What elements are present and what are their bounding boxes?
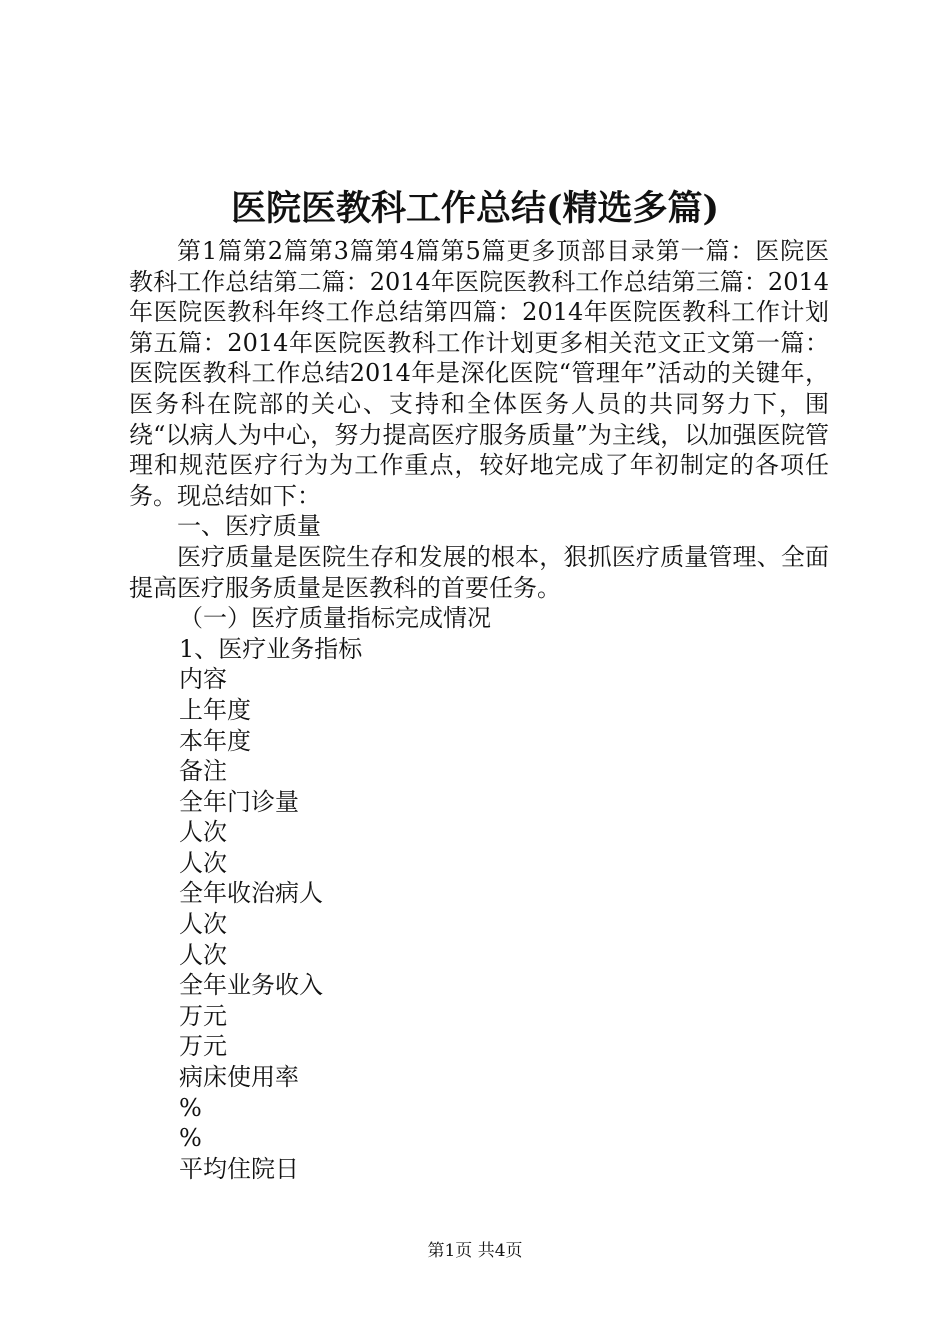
table-line: 人次: [179, 940, 227, 969]
table-line: 内容: [179, 665, 227, 694]
table-line: 人次: [179, 818, 227, 847]
table-line: %: [179, 1093, 202, 1122]
table-line: 人次: [179, 848, 227, 877]
intro-paragraph: 第1篇第2篇第3篇第4篇第5篇更多顶部目录第一篇：医院医教科工作总结第二篇：2014年医院医教科工作总结第三篇：2014年医院医教科年终工作总结第四篇：2014年医院医教科工作计划第五篇：2014年医院医教科工作计划更多相关范文正文第一篇：医院医教科工作总结2014年是深化医院“管理年”活动的关键年，医务科在院部的关心、支持和全体医务人员的共同努力下，围绕“以病人为中心，努力提高医疗服务质量”为主线，以加强医院管理和规范医疗行为为工作重点，较好地完成了年初制定的各项任务。现总结如下：: [129, 237, 829, 510]
subsection-heading-indicators: （一）医疗质量指标完成情况: [179, 604, 491, 633]
table-line: 备注: [179, 757, 227, 786]
table-line: 平均住院日: [179, 1154, 299, 1183]
section-paragraph-medical-quality: 医疗质量是医院生存和发展的根本，狠抓医疗质量管理、全面提高医疗服务质量是医教科的首要任务。: [129, 542, 829, 602]
table-line: 全年收治病人: [179, 879, 323, 908]
table-line: 全年业务收入: [179, 971, 323, 1000]
table-line: 万元: [179, 1032, 227, 1061]
table-line: 万元: [179, 1001, 227, 1030]
page-footer: 第1页 共4页: [427, 1241, 523, 1261]
item-heading-business-indicators: 1、医疗业务指标: [179, 634, 363, 663]
document-body: [129, 236, 829, 1184]
table-line: 病床使用率: [179, 1063, 299, 1092]
table-line: %: [179, 1124, 202, 1153]
table-line: 人次: [179, 910, 227, 939]
table-line: 上年度: [179, 695, 251, 724]
table-line: 本年度: [179, 726, 251, 755]
document-title: 医院医教科工作总结(精选多篇): [230, 188, 720, 229]
section-heading-medical-quality: 一、医疗质量: [177, 512, 321, 541]
table-line: 全年门诊量: [179, 787, 299, 816]
